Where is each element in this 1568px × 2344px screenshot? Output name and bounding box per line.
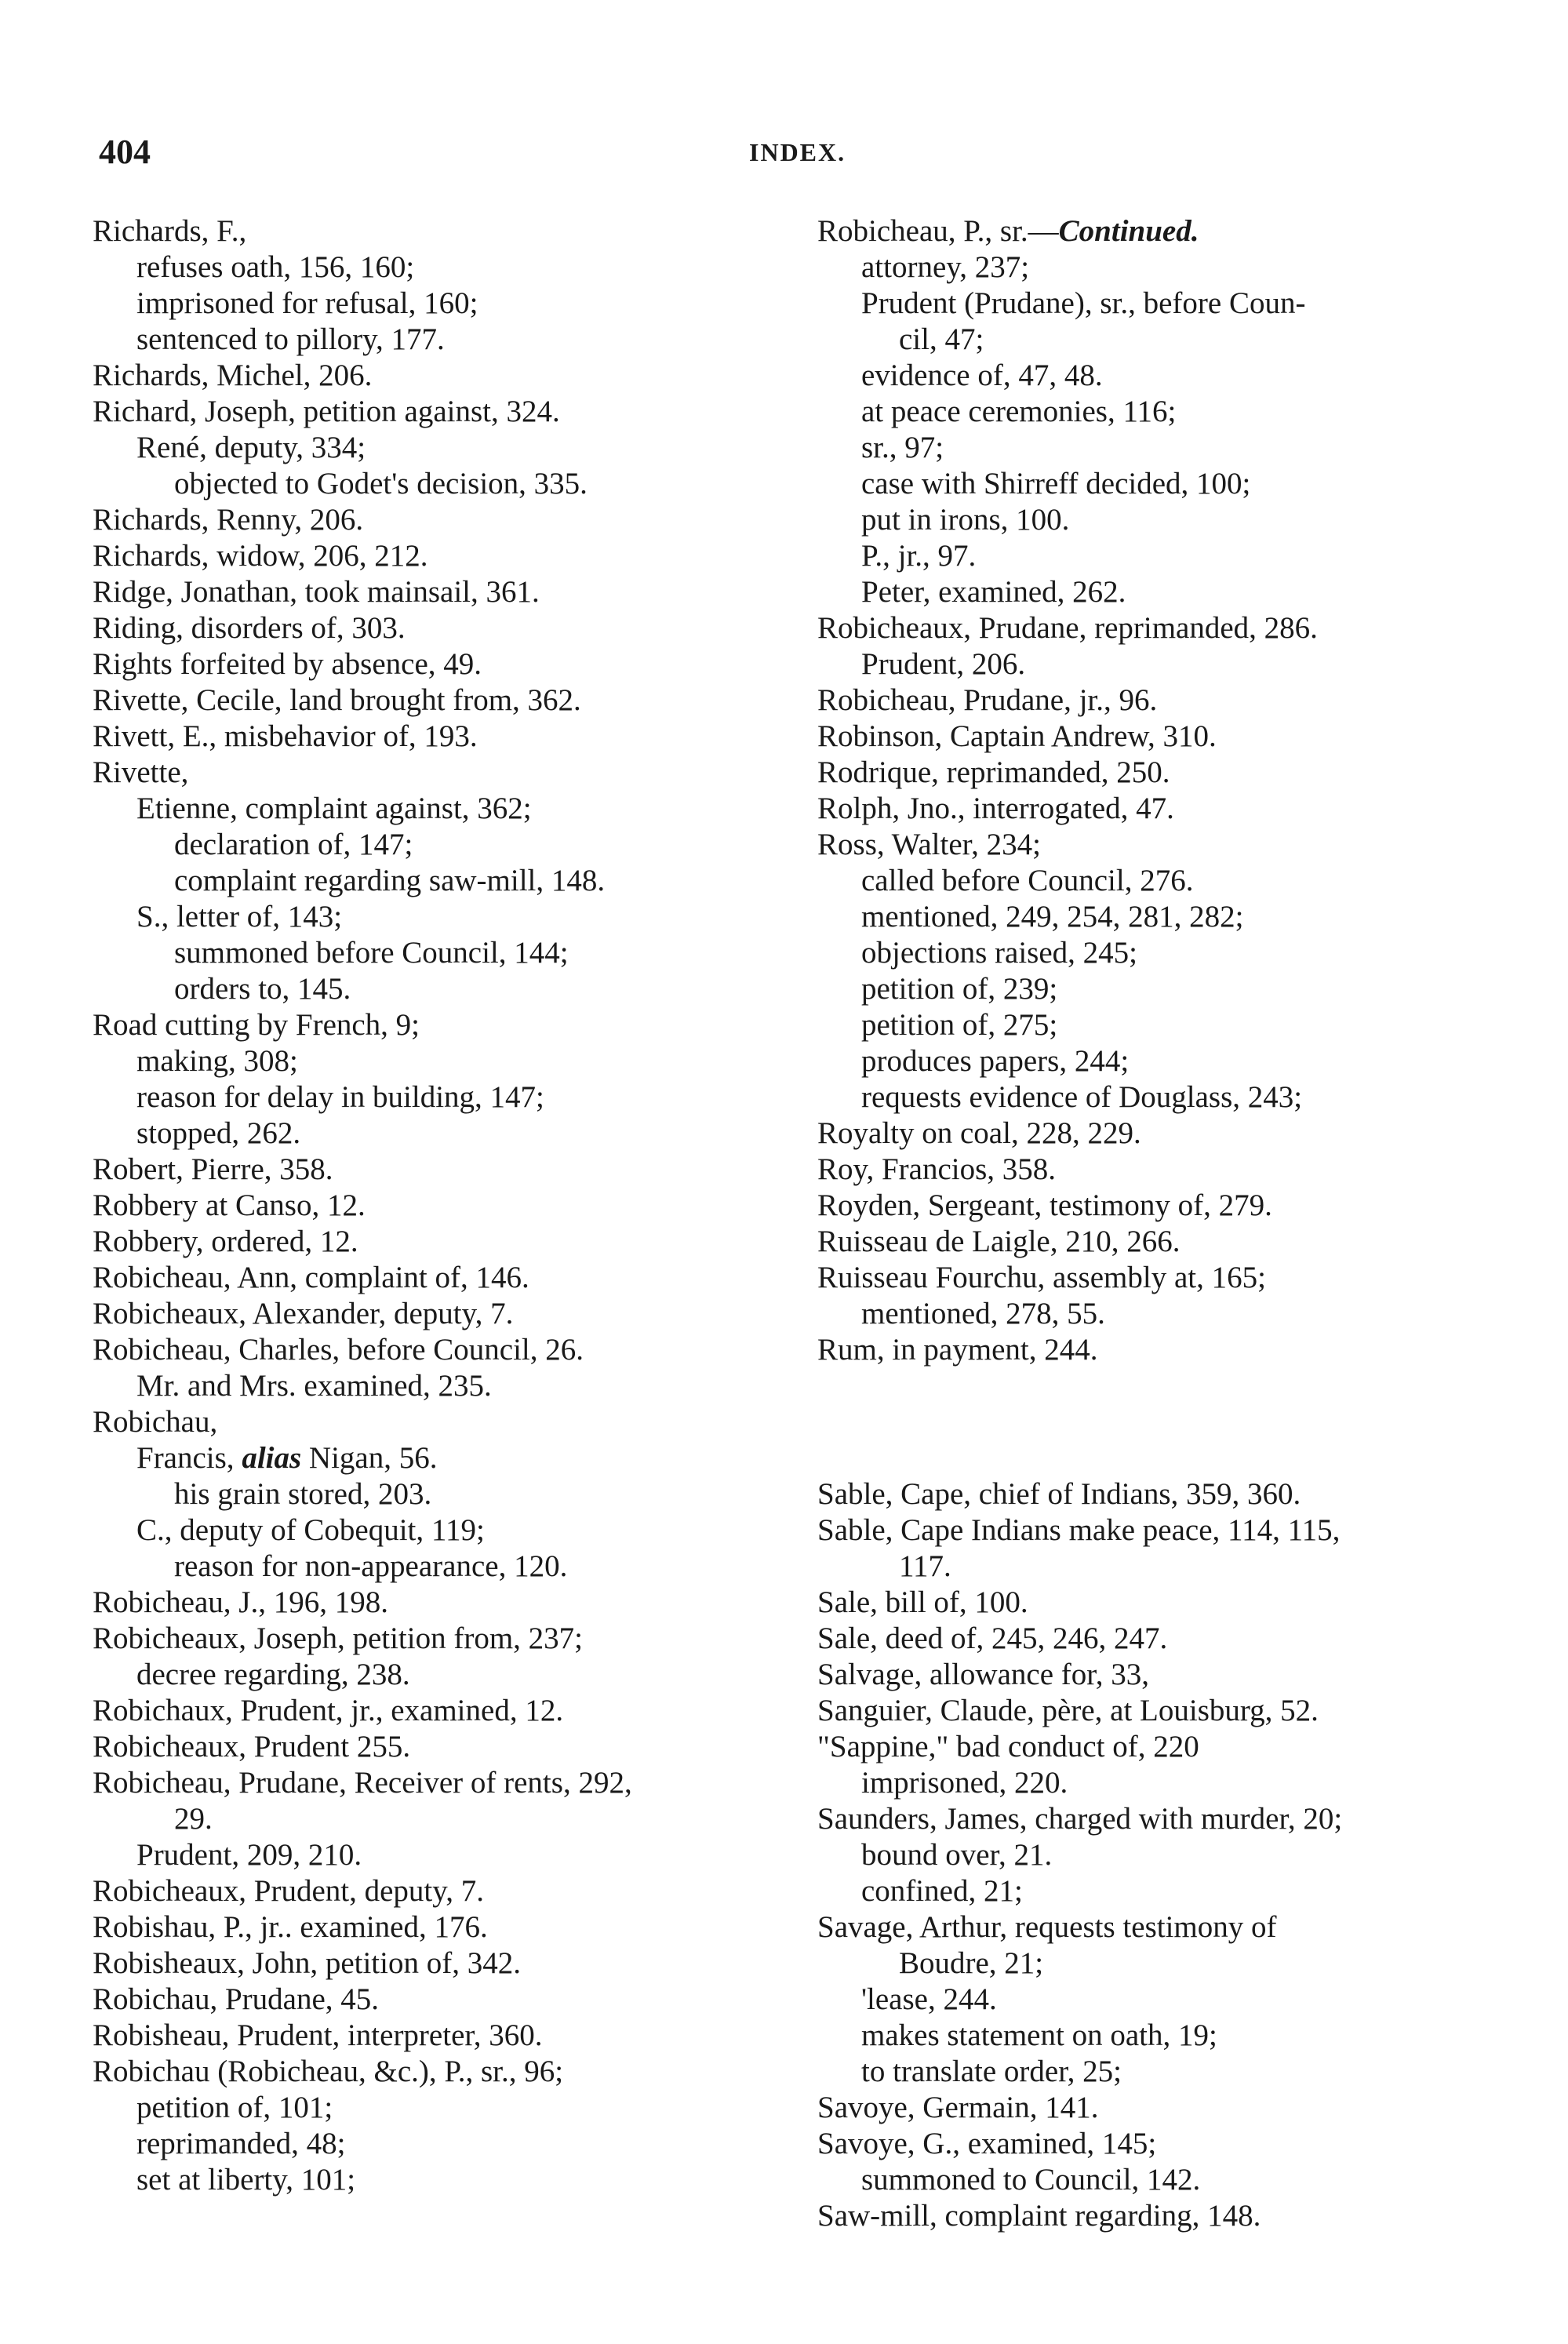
index-entry	[817, 971, 1508, 1007]
index-entry	[93, 863, 799, 899]
index-entry	[93, 682, 799, 719]
index-entry-text: Ruisseau Fourchu, assembly at, 165;	[817, 1261, 1266, 1294]
index-entry-text: set at liberty, 101;	[136, 2163, 356, 2197]
index-entry	[817, 1188, 1508, 1224]
index-entry-text: Prudent, 206.	[861, 647, 1026, 681]
index-entry	[817, 1621, 1508, 1657]
index-entry-text: complaint regarding saw-mill, 148.	[174, 864, 606, 897]
index-entry-text: mentioned, 249, 254, 281, 282;	[861, 900, 1244, 934]
index-entry	[817, 1982, 1508, 2018]
index-entry	[817, 791, 1508, 827]
index-entry-text: Robisheaux, John, petition of, 342.	[93, 1946, 521, 1980]
index-entry	[93, 1152, 799, 1188]
index-entry	[93, 1585, 799, 1621]
index-entry-text: making, 308;	[136, 1044, 298, 1078]
section-gap	[817, 1368, 1508, 1476]
index-entry-text: makes statement on oath, 19;	[861, 2018, 1217, 2052]
index-entry	[817, 1152, 1508, 1188]
index-entry-text: "Sappine," bad conduct of, 220	[817, 1730, 1199, 1763]
index-entry-text: Rivette,	[93, 755, 189, 789]
index-entry	[817, 1043, 1508, 1079]
index-entry-text: declaration of, 147;	[174, 828, 413, 861]
page-header	[0, 132, 1568, 179]
index-entry-text: Francis,	[136, 1441, 242, 1475]
index-entry	[817, 2090, 1508, 2126]
index-entry	[817, 2126, 1508, 2162]
index-entry	[93, 1512, 799, 1549]
index-entry	[817, 538, 1508, 574]
index-entry-text: objected to Godet's decision, 335.	[174, 467, 588, 500]
index-entry	[817, 610, 1508, 646]
index-entry-text: at peace ceremonies, 116;	[861, 395, 1177, 428]
index-entry	[93, 358, 799, 394]
index-entry	[817, 1657, 1508, 1693]
index-entry	[817, 1116, 1508, 1152]
index-entry-text: evidence of, 47, 48.	[861, 359, 1103, 392]
index-entry-text: confined, 21;	[861, 1874, 1023, 1908]
index-entry-text: Roy, Francios, 358.	[817, 1152, 1057, 1186]
index-entry-text: Robicheaux, Alexander, deputy, 7.	[93, 1297, 514, 1330]
index-entry	[817, 899, 1508, 935]
index-entry	[93, 1188, 799, 1224]
index-entry-text: Robicheaux, Prudane, reprimanded, 286.	[817, 611, 1318, 645]
index-entry-text: Salvage, allowance for, 33,	[817, 1658, 1149, 1691]
index-entry	[93, 1657, 799, 1693]
index-entry-text: Royalty on coal, 228, 229.	[817, 1116, 1141, 1150]
index-entry-text: Robinson, Captain Andrew, 310.	[817, 719, 1217, 753]
index-entry-text: Rivett, E., misbehavior of, 193.	[93, 719, 478, 753]
index-entry-text: reprimanded, 48;	[136, 2127, 346, 2160]
index-entry	[817, 1224, 1508, 1260]
index-entry	[93, 646, 799, 682]
index-entry	[93, 2126, 799, 2162]
index-entry-text: Richards, Michel, 206.	[93, 359, 373, 392]
index-entry-text: Peter, examined, 262.	[861, 575, 1126, 609]
index-entry-text: Road cutting by French, 9;	[93, 1008, 420, 1042]
index-entry-text: 117.	[899, 1549, 951, 1583]
index-entry	[817, 682, 1508, 719]
index-entry	[93, 1909, 799, 1945]
index-entry	[93, 574, 799, 610]
index-entry-text: objections raised, 245;	[861, 936, 1138, 970]
index-entry	[817, 322, 1508, 358]
index-entry-text: imprisoned, 220.	[861, 1766, 1068, 1800]
index-entry	[93, 1549, 799, 1585]
index-entry-text: Sale, bill of, 100.	[817, 1585, 1028, 1619]
index-entry-text: Etienne, complaint against, 362;	[136, 792, 532, 825]
index-entry-text: petition of, 239;	[861, 972, 1058, 1006]
index-entry	[817, 1729, 1508, 1765]
index-entry	[93, 610, 799, 646]
index-entry	[93, 1837, 799, 1873]
running-head: INDEX.	[749, 138, 846, 166]
index-entry-text: Robicheau, P., sr.—	[817, 214, 1059, 248]
index-entry	[817, 1837, 1508, 1873]
index-entry-text: Robichau,	[93, 1405, 218, 1439]
index-entry-text: Richards, F.,	[93, 214, 247, 248]
index-entry-text: Rights forfeited by absence, 49.	[93, 647, 482, 681]
index-entry-text: Saw-mill, complaint regarding, 148.	[817, 2199, 1261, 2233]
index-entry-text: Prudent (Prudane), sr., before Coun-	[861, 286, 1306, 320]
index-entry	[93, 1945, 799, 1982]
index-entry-text: Royden, Sergeant, testimony of, 279.	[817, 1188, 1272, 1222]
index-entry	[93, 1007, 799, 1043]
index-entry-text: case with Shirreff decided, 100;	[861, 467, 1251, 500]
index-entry-text: Sale, deed of, 245, 246, 247.	[817, 1622, 1168, 1655]
index-entry-text: sr., 97;	[861, 431, 944, 464]
index-entry	[93, 466, 799, 502]
index-entry-text: Savoye, G., examined, 145;	[817, 2127, 1157, 2160]
index-entry	[93, 1982, 799, 2018]
index-entry-text: Ridge, Jonathan, took mainsail, 361.	[93, 575, 540, 609]
index-entry-text-after: Nigan, 56.	[301, 1441, 438, 1475]
index-column-left	[93, 213, 799, 2198]
index-entry-text: bound over, 21.	[861, 1838, 1053, 1872]
index-entry	[93, 286, 799, 322]
index-entry-text: Robichau (Robicheau, &c.), P., sr., 96;	[93, 2055, 564, 2088]
index-entry	[817, 1296, 1508, 1332]
index-entry	[93, 1404, 799, 1440]
index-entry	[817, 1549, 1508, 1585]
index-entry	[93, 1332, 799, 1368]
index-entry	[93, 827, 799, 863]
page-number: 404	[99, 133, 151, 171]
index-entry-text: Sable, Cape, chief of Indians, 359, 360.	[817, 1477, 1301, 1511]
index-entry-text: summoned to Council, 142.	[861, 2163, 1201, 2197]
index-entry	[817, 2018, 1508, 2054]
index-entry-text: orders to, 145.	[174, 972, 351, 1006]
index-entry	[817, 249, 1508, 286]
index-entry	[93, 1079, 799, 1116]
index-entry	[93, 2018, 799, 2054]
index-entry-text: P., jr., 97.	[861, 539, 977, 573]
index-entry-text: requests evidence of Douglass, 243;	[861, 1080, 1303, 1114]
index-entry	[817, 502, 1508, 538]
index-entry	[93, 971, 799, 1007]
index-entry	[817, 863, 1508, 899]
index-entry	[817, 646, 1508, 682]
index-entry-text: Richards, Renny, 206.	[93, 503, 364, 537]
index-entry-text: S., letter of, 143;	[136, 900, 343, 934]
index-entry-text: Robbery, ordered, 12.	[93, 1225, 358, 1258]
index-entry	[93, 1296, 799, 1332]
index-entry	[817, 1476, 1508, 1512]
index-entry	[93, 1116, 799, 1152]
index-entry	[817, 213, 1508, 249]
index-entry-text: mentioned, 278, 55.	[861, 1297, 1105, 1330]
index-entry	[817, 394, 1508, 430]
index-entry-text: Richard, Joseph, petition against, 324.	[93, 395, 560, 428]
index-entry	[93, 1873, 799, 1909]
index-entry	[93, 2054, 799, 2090]
index-entry	[817, 466, 1508, 502]
index-entry-text: his grain stored, 203.	[174, 1477, 432, 1511]
index-entry-text: Robichaux, Prudent, jr., examined, 12.	[93, 1694, 564, 1727]
index-entry-text: Robicheaux, Prudent 255.	[93, 1730, 411, 1763]
index-entry-text: Savage, Arthur, requests testimony of	[817, 1910, 1277, 1944]
index-entry-text: Rodrique, reprimanded, 250.	[817, 755, 1170, 789]
index-entry-text: stopped, 262.	[136, 1116, 301, 1150]
index-entry	[817, 1079, 1508, 1116]
index-column-right	[817, 213, 1508, 2234]
index-entry-text: Ruisseau de Laigle, 210, 266.	[817, 1225, 1181, 1258]
index-entry-text: Robisheau, Prudent, interpreter, 360.	[93, 2018, 543, 2052]
index-entry	[93, 1440, 799, 1476]
index-entry	[93, 1801, 799, 1837]
index-entry	[93, 719, 799, 755]
index-entry	[93, 1043, 799, 1079]
index-entry-text: Prudent, 209, 210.	[136, 1838, 362, 1872]
index-entry	[93, 249, 799, 286]
index-entry	[817, 430, 1508, 466]
index-entry-italic: alias	[242, 1441, 302, 1475]
index-entry	[93, 1693, 799, 1729]
index-entry-text: Robert, Pierre, 358.	[93, 1152, 333, 1186]
index-entry-text: sentenced to pillory, 177.	[136, 322, 445, 356]
index-entry-text: summoned before Council, 144;	[174, 936, 569, 970]
index-entry	[817, 358, 1508, 394]
index-entry	[817, 935, 1508, 971]
index-entry-text: Robicheau, Prudane, Receiver of rents, 292,	[93, 1766, 632, 1800]
index-entry	[93, 538, 799, 574]
index-entry	[93, 394, 799, 430]
index-entry-text: Savoye, Germain, 141.	[817, 2091, 1099, 2124]
index-entry	[93, 2162, 799, 2198]
index-entry-text: Richards, widow, 206, 212.	[93, 539, 428, 573]
index-entry-text: Robicheau, Ann, complaint of, 146.	[93, 1261, 529, 1294]
index-entry-text: called before Council, 276.	[861, 864, 1194, 897]
index-entry	[817, 827, 1508, 863]
index-entry-text: Robicheau, Charles, before Council, 26.	[93, 1333, 584, 1367]
index-entry	[817, 574, 1508, 610]
index-entry-text: Riding, disorders of, 303.	[93, 611, 406, 645]
index-entry-text: Saunders, James, charged with murder, 20;	[817, 1802, 1343, 1836]
index-entry-text: Boudre, 21;	[899, 1946, 1044, 1980]
index-entry	[817, 286, 1508, 322]
index-entry-text: decree regarding, 238.	[136, 1658, 410, 1691]
index-entry	[817, 1945, 1508, 1982]
index-entry	[817, 755, 1508, 791]
index-entry-text: attorney, 237;	[861, 250, 1030, 284]
index-entry-text: Rolph, Jno., interrogated, 47.	[817, 792, 1174, 825]
index-entry	[817, 2198, 1508, 2234]
index-entry	[93, 213, 799, 249]
index-entry	[93, 899, 799, 935]
index-entry-text: Sanguier, Claude, père, at Louisburg, 52.	[817, 1694, 1319, 1727]
index-entry-text: petition of, 275;	[861, 1008, 1058, 1042]
index-entry-italic: Continued.	[1058, 214, 1199, 248]
index-entry	[817, 1585, 1508, 1621]
index-entry	[93, 1621, 799, 1657]
index-entry-text: Rivette, Cecile, land brought from, 362.	[93, 683, 581, 717]
index-entry-text: imprisoned for refusal, 160;	[136, 286, 478, 320]
index-entry	[817, 1332, 1508, 1368]
index-entry	[817, 1801, 1508, 1837]
index-entry-text: C., deputy of Cobequit, 119;	[136, 1513, 485, 1547]
index-entry	[93, 430, 799, 466]
index-entry	[93, 2090, 799, 2126]
index-entry-text: Robichau, Prudane, 45.	[93, 1982, 380, 2016]
index-entry-text: to translate order, 25;	[861, 2055, 1122, 2088]
index-entry-text: Rum, in payment, 244.	[817, 1333, 1098, 1367]
index-entry	[817, 2162, 1508, 2198]
index-entry	[817, 1873, 1508, 1909]
index-entry	[93, 755, 799, 791]
index-entry	[817, 2054, 1508, 2090]
index-entry	[817, 1909, 1508, 1945]
index-entry-text: Robicheaux, Prudent, deputy, 7.	[93, 1874, 484, 1908]
index-entry-text: produces papers, 244;	[861, 1044, 1130, 1078]
index-entry-text: Robishau, P., jr.. examined, 176.	[93, 1910, 488, 1944]
index-entry	[817, 1007, 1508, 1043]
index-entry-text: reason for delay in building, 147;	[136, 1080, 544, 1114]
index-entry-text: Robicheau, Prudane, jr., 96.	[817, 683, 1158, 717]
index-entry-text: Sable, Cape Indians make peace, 114, 115,	[817, 1513, 1341, 1547]
index-entry	[93, 1368, 799, 1404]
index-entry	[817, 1260, 1508, 1296]
index-entry	[93, 502, 799, 538]
index-entry	[93, 935, 799, 971]
index-entry-text: put in irons, 100.	[861, 503, 1070, 537]
index-entry-text: René, deputy, 334;	[136, 431, 366, 464]
index-entry-text: 29.	[174, 1802, 213, 1836]
index-entry-text: Ross, Walter, 234;	[817, 828, 1041, 861]
index-entry-text: Mr. and Mrs. examined, 235.	[136, 1369, 492, 1403]
index-entry	[93, 1476, 799, 1512]
index-entry	[93, 791, 799, 827]
index-entry-text: petition of, 101;	[136, 2091, 333, 2124]
index-entry-text: Robbery at Canso, 12.	[93, 1188, 366, 1222]
index-entry	[817, 719, 1508, 755]
index-entry-text: refuses oath, 156, 160;	[136, 250, 415, 284]
index-entry	[817, 1765, 1508, 1801]
index-entry	[817, 1512, 1508, 1549]
index-entry-text: cil, 47;	[899, 322, 984, 356]
index-entry	[93, 1260, 799, 1296]
index-entry-text: Robicheaux, Joseph, petition from, 237;	[93, 1622, 583, 1655]
index-entry-text: reason for non-appearance, 120.	[174, 1549, 568, 1583]
index-entry-text: 'lease, 244.	[861, 1982, 997, 2016]
index-entry	[93, 322, 799, 358]
index-entry	[93, 1224, 799, 1260]
index-entry	[93, 1729, 799, 1765]
index-entry	[93, 1765, 799, 1801]
index-entry-text: Robicheau, J., 196, 198.	[93, 1585, 388, 1619]
index-entry	[817, 1693, 1508, 1729]
